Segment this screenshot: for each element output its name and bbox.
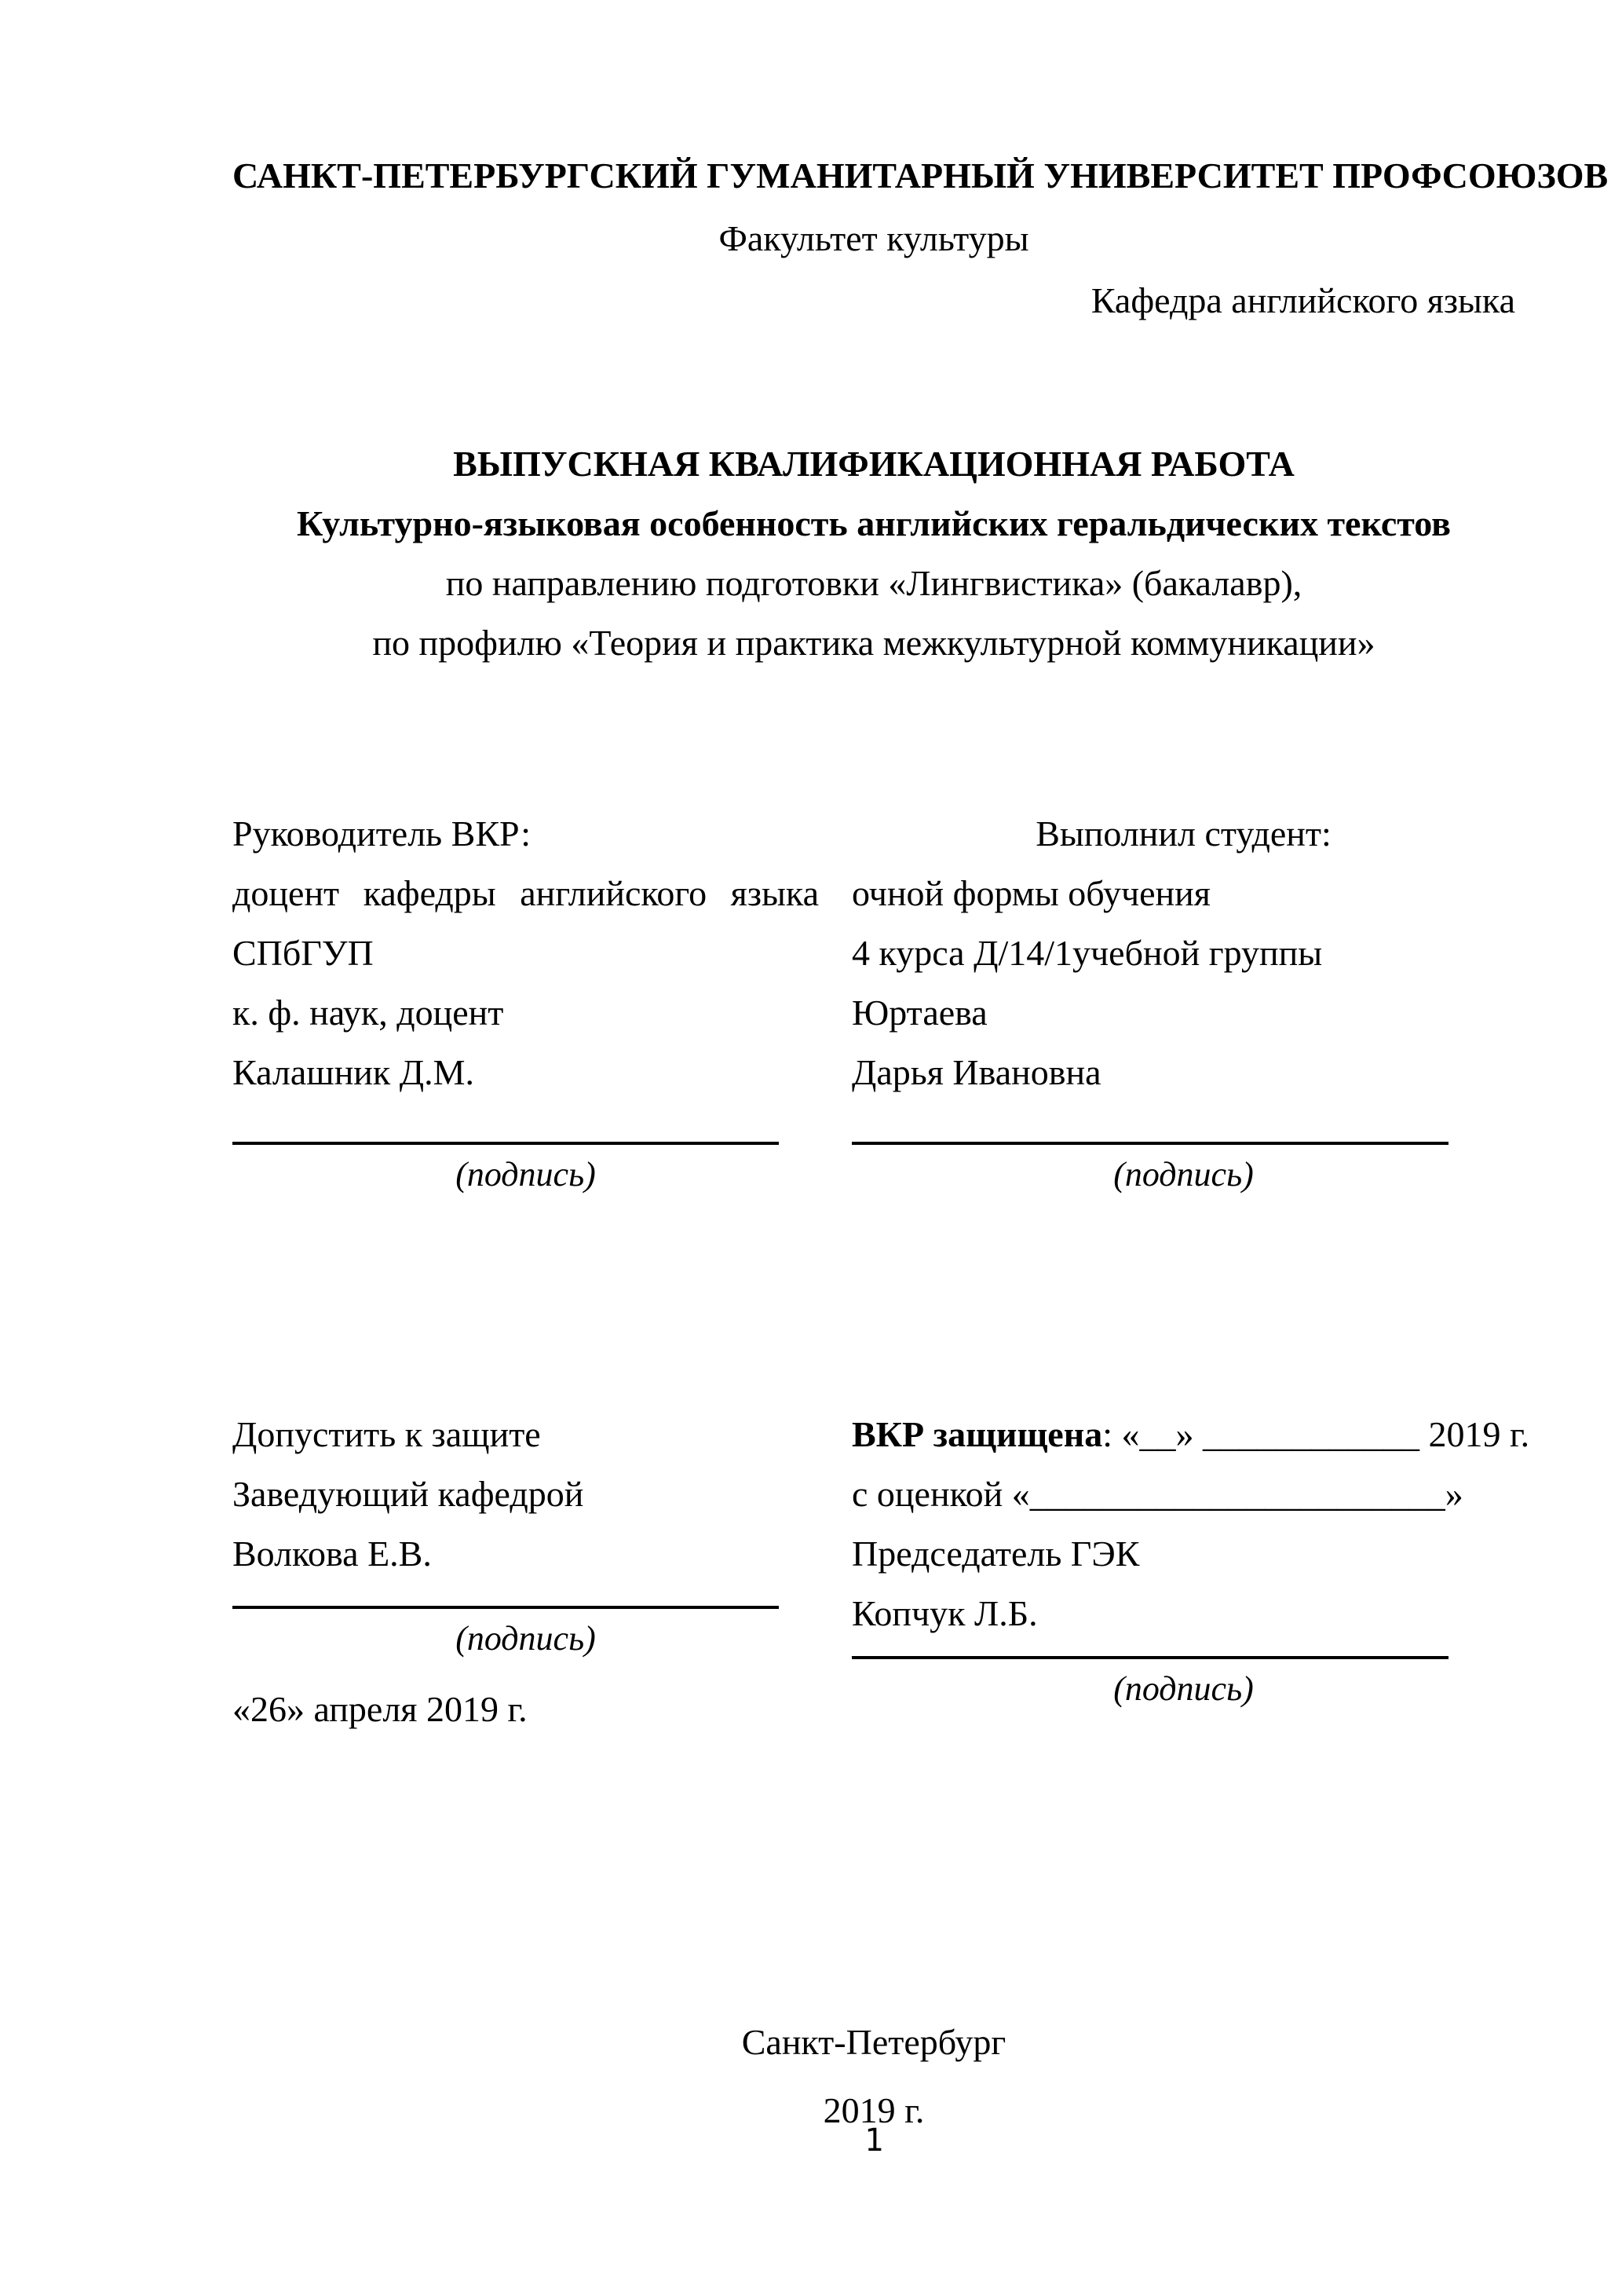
student-block bbox=[852, 804, 1515, 1205]
defense-grade-line: с оценкой «_______________________» bbox=[852, 1474, 1463, 1514]
supervisor-position: доцент кафедры английского языка bbox=[232, 873, 819, 913]
supervisor-heading: Руководитель ВКР: bbox=[232, 813, 532, 854]
admission-block bbox=[232, 1405, 819, 1739]
student-name-patronymic: Дарья Ивановна bbox=[852, 1052, 1101, 1092]
supervisor-student-row bbox=[232, 804, 1515, 1205]
work-type-heading: ВЫПУСКНАЯ КВАЛИФИКАЦИОННАЯ РАБОТА bbox=[453, 444, 1295, 484]
student-study-form: очной формы обучения bbox=[852, 873, 1211, 913]
supervisor-name: Калашник Д.М. bbox=[232, 1052, 475, 1092]
defense-defended-rest: : «__» ____________ 2019 г. bbox=[1102, 1414, 1530, 1454]
university-name: САНКТ-ПЕТЕРБУРГСКИЙ ГУМАНИТАРНЫЙ УНИВЕРСИТЕТ ПРОФСОЮЗОВ bbox=[232, 155, 1609, 196]
admission-line1: Допустить к защите bbox=[232, 1414, 541, 1454]
admission-name: Волкова Е.В. bbox=[232, 1534, 432, 1574]
admission-signature-caption: (подпись) bbox=[455, 1619, 596, 1658]
supervisor-signature-caption: (подпись) bbox=[455, 1155, 596, 1194]
defense-defended-label: ВКР защищена bbox=[852, 1414, 1103, 1454]
defense-defended-line bbox=[852, 1405, 1530, 1464]
content-area bbox=[232, 0, 1609, 2296]
department-name: Кафедра английского языка bbox=[1090, 280, 1515, 320]
supervisor-block bbox=[232, 804, 819, 1205]
faculty-name: Факультет культуры bbox=[718, 218, 1029, 258]
admission-date: «26» апреля 2019 г. bbox=[232, 1689, 528, 1729]
defense-block bbox=[852, 1405, 1530, 1739]
defense-chairman-name: Копчук Л.Б. bbox=[852, 1593, 1038, 1633]
student-signature-caption: (подпись) bbox=[1113, 1155, 1254, 1194]
profile-line: по профилю «Теория и практика межкультурной коммуникации» bbox=[372, 623, 1375, 663]
footer-city: Санкт-Петербург bbox=[741, 2022, 1006, 2062]
page-number: 1 bbox=[864, 2122, 884, 2159]
admission-line2: Заведующий кафедрой bbox=[232, 1474, 584, 1514]
admission-defense-row bbox=[232, 1405, 1530, 1739]
defense-chairman-line: Председатель ГЭК bbox=[852, 1534, 1140, 1574]
supervisor-organization: СПбГУП bbox=[232, 933, 374, 973]
defense-signature-caption: (подпись) bbox=[1113, 1669, 1254, 1708]
student-heading: Выполнил студент: bbox=[1036, 813, 1332, 854]
supervisor-degree: к. ф. наук, доцент bbox=[232, 993, 504, 1033]
program-line: по направлению подготовки «Лингвистика» (бакалавр), bbox=[445, 563, 1302, 603]
student-group: 4 курса Д/14/1учебной группы bbox=[852, 933, 1323, 973]
student-surname: Юртаева bbox=[852, 993, 988, 1033]
thesis-title: Культурно-языковая особенность английских геральдических текстов bbox=[297, 503, 1451, 543]
footer-year: 2019 г. bbox=[823, 2090, 925, 2130]
